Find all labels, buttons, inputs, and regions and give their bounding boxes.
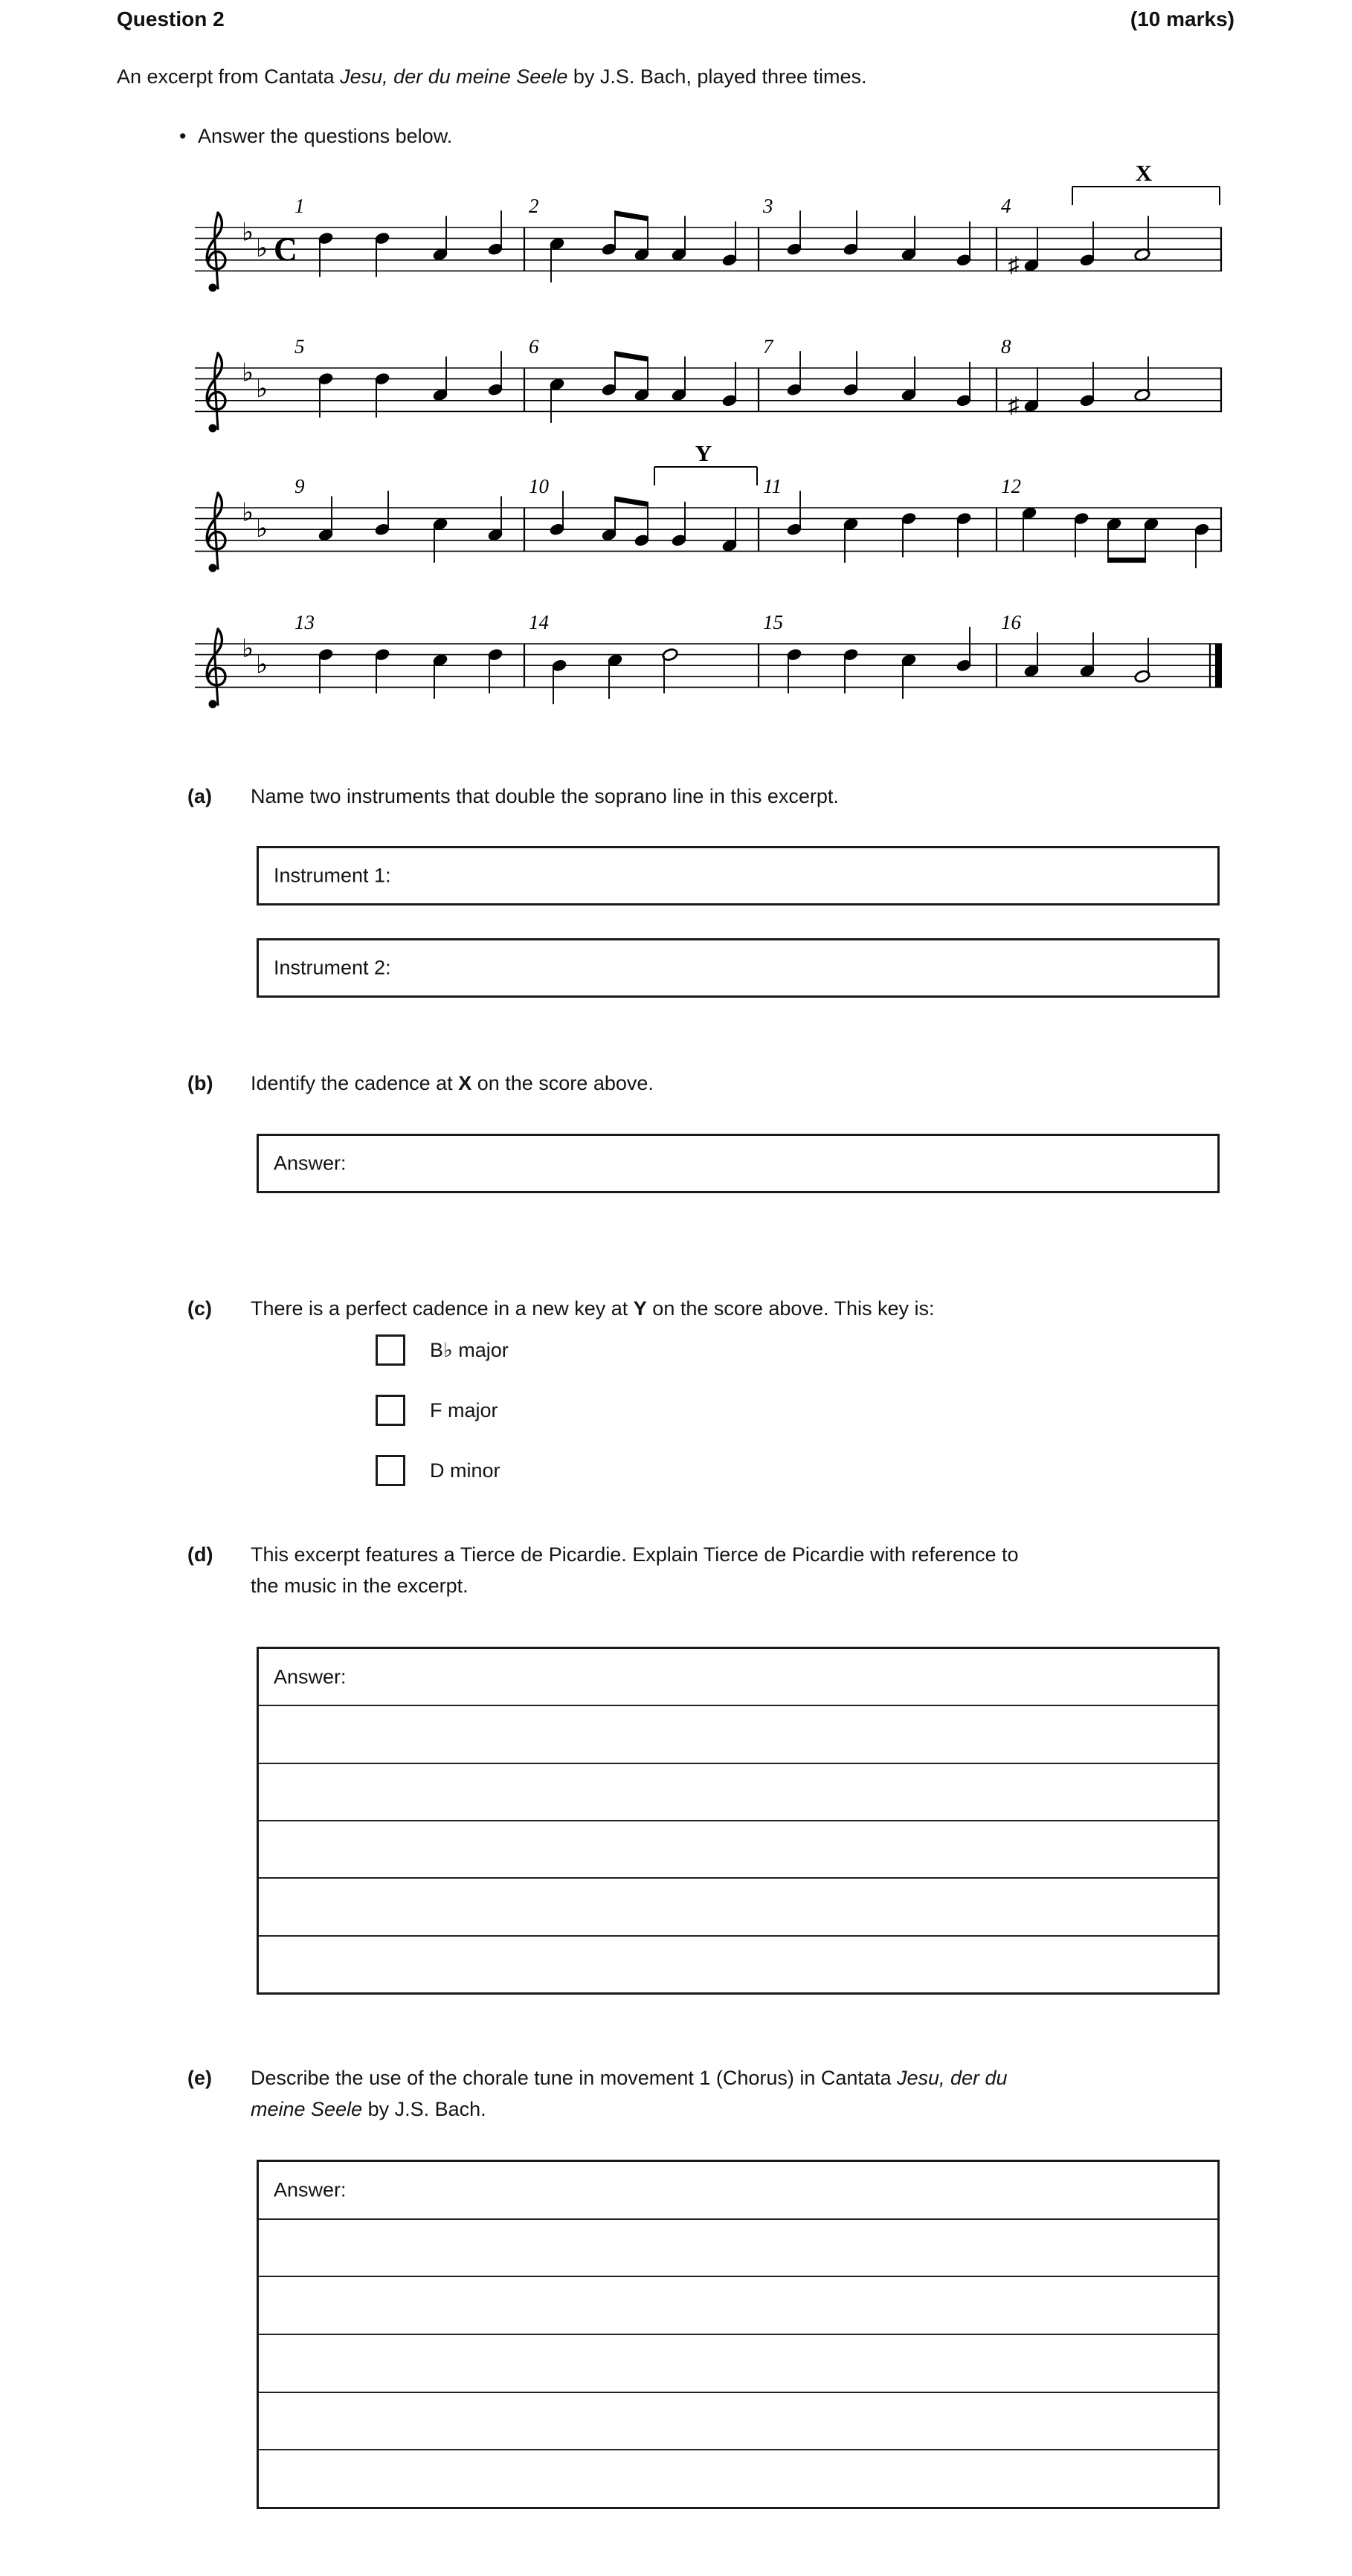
bracket-label-y: Y	[695, 440, 712, 466]
treble-clef-icon	[209, 284, 217, 292]
sharp-accidental-icon: ♯	[1008, 393, 1020, 419]
question-e-text	[251, 2062, 1225, 2125]
answer-row[interactable]	[259, 2334, 1217, 2392]
answer-row[interactable]	[259, 1935, 1217, 1992]
instrument-1-label: Instrument 1:	[274, 864, 391, 887]
option-d-minor: D minor	[430, 1459, 500, 1482]
question-c-text	[251, 1293, 1225, 1324]
key-signature-flat-icon: ♭	[255, 375, 268, 404]
tierce-answer-area[interactable]	[257, 1647, 1220, 1995]
measure-number: 7	[763, 335, 773, 358]
question-d-line2: the music in the excerpt.	[251, 1575, 469, 1597]
beam	[615, 210, 648, 221]
key-signature-flat-icon: ♭	[255, 235, 268, 263]
work-title: Jesu, der du meine Seele	[340, 65, 568, 88]
checkbox-d-minor[interactable]	[376, 1455, 405, 1486]
question-b-label: (b)	[187, 1072, 213, 1094]
question-b-pre: Identify the cadence at	[251, 1072, 459, 1094]
question-title: Question 2	[117, 7, 225, 30]
intro-post: by J.S. Bach, played three times.	[567, 65, 867, 88]
key-signature-flat-icon: ♭	[255, 515, 268, 543]
music-score	[0, 149, 1352, 803]
question-e-line2-post: by J.S. Bach.	[362, 2098, 486, 2120]
key-signature-flat-icon: ♭	[241, 359, 254, 387]
measure-number: 10	[529, 475, 549, 497]
final-barline-thick	[1215, 644, 1222, 687]
marks-badge: (10 marks)	[1130, 7, 1234, 30]
key-signature-flat-icon: ♭	[255, 651, 268, 679]
measure-number: 5	[294, 335, 305, 358]
question-a-label: (a)	[187, 785, 212, 807]
question-d-text	[251, 1539, 1225, 1601]
treble-clef-icon	[209, 700, 217, 708]
beam	[615, 497, 648, 507]
answer-row[interactable]	[259, 2162, 1217, 2218]
bracket-label-x: X	[1135, 160, 1153, 186]
intro-pre: An excerpt from Cantata	[117, 65, 341, 88]
measure-number: 4	[1001, 195, 1011, 217]
measure-number: 11	[763, 475, 782, 497]
answer-row[interactable]	[259, 2392, 1217, 2450]
answer-row[interactable]	[259, 1820, 1217, 1877]
question-e-line1-pre: Describe the use of the chorale tune in movement 1 (Chorus) in Cantata	[251, 2067, 897, 2089]
checkbox-bb-major[interactable]	[376, 1334, 405, 1366]
answer-row[interactable]	[259, 1763, 1217, 1820]
measure-number: 14	[529, 611, 549, 633]
measure-number: 12	[1001, 475, 1021, 497]
answer-row[interactable]	[259, 1649, 1217, 1705]
question-b-text	[251, 1068, 1225, 1099]
question-d-line1: This excerpt features a Tierce de Picardie. Explain Tierce de Picardie with reference to	[251, 1543, 1019, 1566]
cadence-answer-label: Answer:	[274, 1152, 347, 1175]
answer-row[interactable]	[259, 1705, 1217, 1762]
question-e-line1-italic: Jesu, der du	[896, 2067, 1008, 2089]
measure-number: 2	[529, 195, 539, 217]
option-bb-major: B♭ major	[430, 1338, 509, 1361]
question-e-label: (e)	[187, 2067, 212, 2089]
question-b-post: on the score above.	[471, 1072, 654, 1094]
measure-number: 9	[294, 475, 305, 497]
question-d-label: (d)	[187, 1543, 213, 1566]
measure-number: 16	[1001, 611, 1021, 633]
treble-clef-icon	[209, 564, 217, 572]
cadence-answer-field[interactable]	[257, 1134, 1220, 1193]
treble-clef-icon	[209, 425, 217, 433]
measure-number: 8	[1001, 335, 1011, 358]
question-c-ref-y: Y	[633, 1297, 647, 1320]
bullet-note: • Answer the questions below.	[198, 120, 452, 152]
instrument-2-field[interactable]	[257, 938, 1220, 998]
beam	[1108, 558, 1145, 563]
instrument-2-label: Instrument 2:	[274, 956, 391, 979]
question-e-line2-italic: meine Seele	[251, 2098, 363, 2120]
answer-row[interactable]	[259, 1877, 1217, 1934]
answer-row[interactable]	[259, 2449, 1217, 2507]
option-f-major: F major	[430, 1398, 498, 1421]
question-c-post: on the score above. This key is:	[646, 1297, 935, 1320]
answer-row[interactable]	[259, 2218, 1217, 2276]
key-signature-flat-icon: ♭	[241, 635, 254, 663]
measure-number: 1	[294, 195, 305, 217]
measure-number: 3	[763, 195, 773, 217]
measure-number: 6	[529, 335, 539, 358]
time-signature-common: C	[274, 231, 297, 268]
answer-row[interactable]	[259, 2276, 1217, 2334]
sharp-accidental-icon: ♯	[1008, 253, 1020, 278]
instrument-1-field[interactable]	[257, 846, 1220, 906]
measure-number: 13	[294, 611, 315, 633]
chorale-answer-label: Answer:	[274, 2178, 347, 2201]
intro-text	[117, 61, 867, 92]
key-signature-flat-icon: ♭	[241, 219, 254, 247]
question-b-ref-x: X	[458, 1072, 472, 1094]
question-c-pre: There is a perfect cadence in a new key at	[251, 1297, 634, 1320]
measure-number: 15	[763, 611, 783, 633]
tierce-answer-label: Answer:	[274, 1665, 347, 1688]
key-signature-flat-icon: ♭	[241, 499, 254, 527]
question-a-text: Name two instruments that double the soprano line in this excerpt.	[251, 785, 839, 807]
checkbox-f-major[interactable]	[376, 1395, 405, 1426]
question-c-label: (c)	[187, 1297, 212, 1320]
chorale-answer-area[interactable]	[257, 2160, 1220, 2509]
beam	[615, 351, 648, 361]
